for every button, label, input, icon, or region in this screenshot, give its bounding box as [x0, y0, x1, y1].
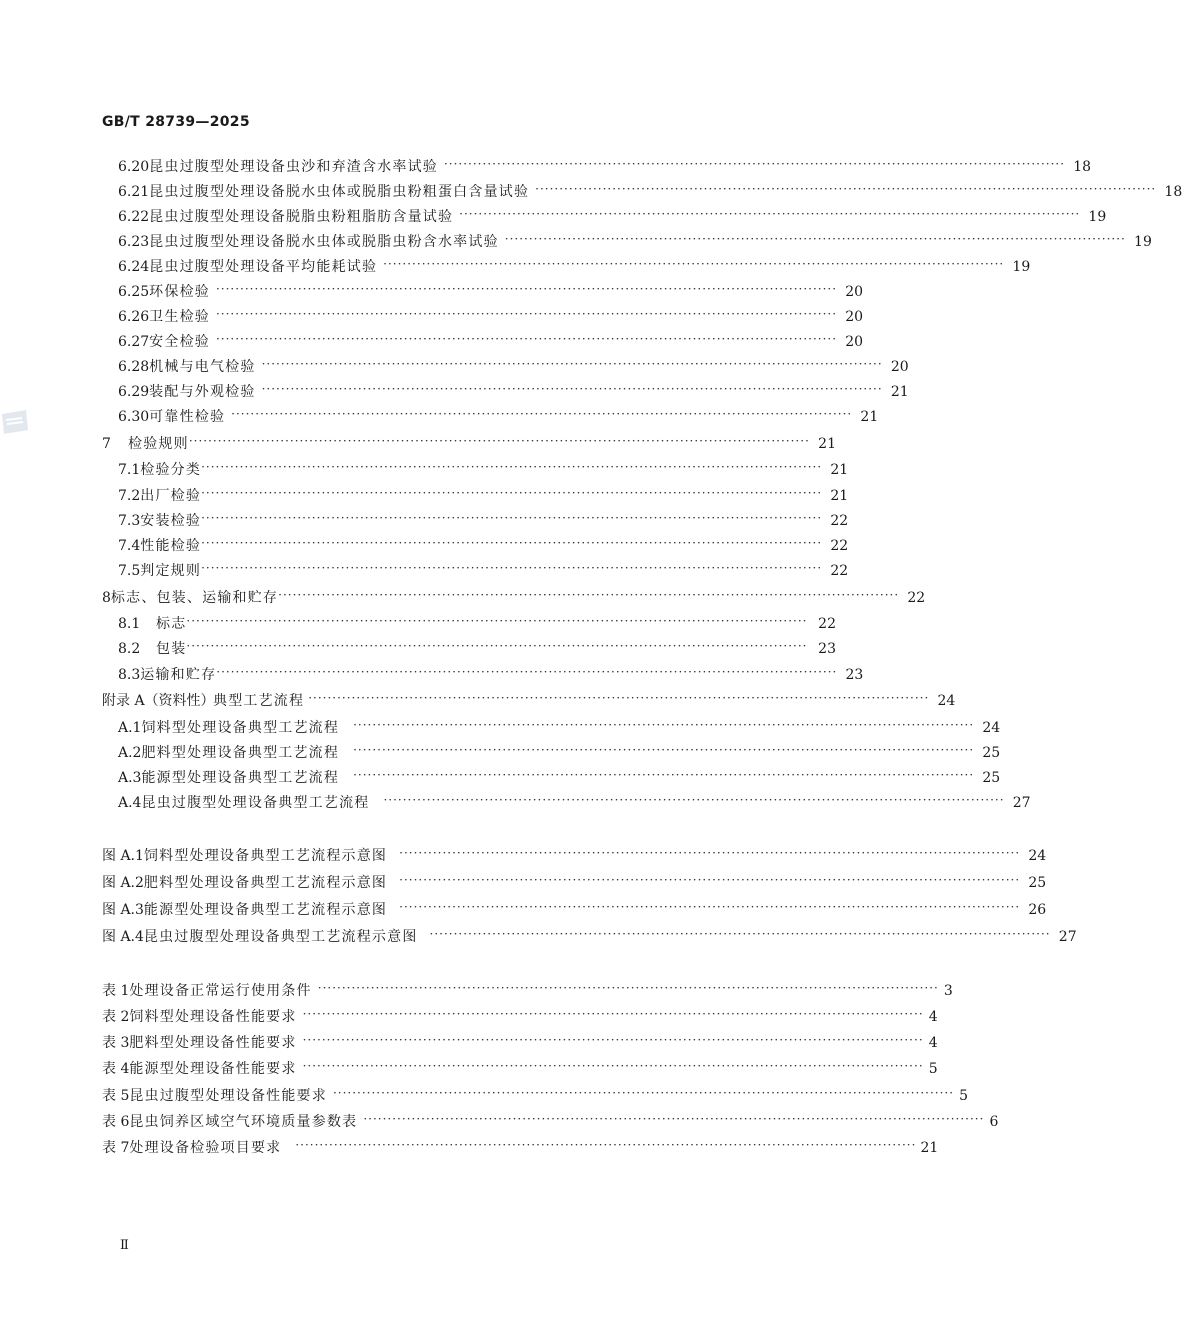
toc-entry[interactable] [118, 535, 849, 555]
toc-entry[interactable] [118, 560, 849, 580]
toc-figure-entry[interactable] [102, 845, 1047, 865]
toc-entry-page: 21 [830, 462, 849, 478]
toc-entry-title: 昆虫过腹型处理设备脱水虫体或脱脂虫粉含水率试验 [149, 234, 499, 250]
toc-entry-page: 21 [818, 436, 836, 452]
toc-entry-number: A.2 [118, 745, 142, 761]
toc-entry-number: 6.27 [118, 334, 150, 350]
toc-entry-page: 22 [830, 538, 849, 554]
toc-leader-dots: ································································································································· [504, 232, 1126, 246]
toc-entry[interactable] [118, 717, 1001, 737]
toc-leader-dots: ································································································································· [302, 1033, 924, 1047]
toc-entry-title: 标志 [156, 616, 187, 632]
toc-entry-number: 7.2 [118, 488, 141, 504]
toc-entry-title: 昆虫过腹型处理设备脱水虫体或脱脂虫粉粗蛋白含量试验 [149, 184, 530, 200]
sac-watermark-icon [0, 408, 30, 436]
toc-entry[interactable] [118, 156, 1092, 176]
toc-entry[interactable] [118, 256, 1031, 276]
toc-leader-dots: ································································································································· [353, 768, 975, 782]
toc-entry-page: 4 [928, 1035, 938, 1051]
toc-leader-dots: ································································································································· [353, 718, 975, 732]
toc-entry-number: 表 2 [102, 1009, 130, 1025]
toc-entry-page: 24 [1028, 848, 1047, 864]
toc-entry-number: 8.2 [118, 641, 141, 657]
page-number: Ⅱ [120, 1238, 129, 1253]
toc-entry-number: 附录 A（资料性） [102, 693, 215, 709]
toc-figure-entry[interactable] [102, 926, 1077, 946]
toc-entry[interactable] [118, 613, 836, 633]
toc-entry-title: 能源型处理设备典型工艺流程 [141, 770, 340, 786]
toc-entry-number: 7.4 [118, 538, 141, 554]
toc-entry-number: 6.24 [118, 259, 150, 275]
toc-entry[interactable] [118, 664, 864, 684]
toc-entry-title: 处理设备检验项目要求 [129, 1140, 282, 1156]
toc-entry-title: 肥料型处理设备性能要求 [129, 1035, 297, 1051]
toc-leader-dots: ································································································································· [317, 981, 939, 995]
toc-entry-title: 出厂检验 [140, 488, 202, 504]
toc-entry-title: 能源型处理设备性能要求 [129, 1061, 297, 1077]
toc-entry-page: 20 [845, 334, 864, 350]
toc-leader-dots: ································································································································· [399, 873, 1021, 887]
toc-entry[interactable] [118, 638, 836, 658]
toc-entry-title: 标志、包装、运输和贮存 [110, 590, 279, 606]
toc-entry-page: 21 [830, 488, 849, 504]
toc-entry[interactable] [118, 792, 1031, 812]
toc-entry[interactable] [118, 181, 1182, 201]
toc-entry-page: 22 [818, 616, 836, 632]
toc-entry-number: 表 7 [102, 1140, 130, 1156]
toc-table-entry[interactable] [102, 980, 953, 1000]
toc-leader-dots: ································································································································· [295, 1138, 917, 1152]
toc-leader-dots: ································································································································· [215, 307, 838, 321]
toc-entry[interactable] [118, 331, 864, 351]
toc-entry-title: 肥料型处理设备典型工艺流程示意图 [143, 875, 388, 891]
toc-entry-number: 6.22 [118, 209, 150, 225]
toc-entry-page: 19 [1134, 234, 1152, 250]
toc-entry-page: 22 [907, 590, 926, 606]
toc-entry-title: 昆虫过腹型处理设备虫沙和弃渣含水率试验 [149, 159, 438, 175]
toc-entry-title: 昆虫饲养区域空气环境质量参数表 [129, 1114, 358, 1130]
toc-entry[interactable] [118, 381, 909, 401]
toc-entry-page: 25 [1028, 875, 1047, 891]
toc-entry-page: 21 [920, 1140, 939, 1156]
toc-entry[interactable] [118, 510, 849, 530]
toc-entry-page: 25 [982, 745, 1001, 761]
toc-entry-number: 7.5 [118, 563, 141, 579]
toc-entry-number: 表 1 [102, 983, 130, 999]
toc-table-entry[interactable] [102, 1032, 938, 1052]
toc-entry[interactable] [102, 690, 956, 710]
toc-entry[interactable] [118, 356, 909, 376]
toc-entry-page: 21 [890, 384, 909, 400]
toc-leader-dots: ································································································································· [308, 691, 930, 705]
toc-entry-number: 8.1 [118, 616, 141, 632]
toc-entry-page: 5 [928, 1061, 938, 1077]
toc-leader-dots: ································································································································· [201, 486, 823, 500]
toc-entry-page: 22 [830, 513, 849, 529]
toc-leader-dots: ································································································································· [443, 157, 1066, 171]
toc-leader-dots: ································································································································· [261, 357, 883, 371]
toc-leader-dots: ································································································································· [383, 793, 1005, 807]
toc-entry-title: 检验分类 [140, 462, 202, 478]
toc-leader-dots: ································································································································· [201, 536, 823, 550]
toc-entry-number: 图 A.1 [102, 848, 144, 864]
toc-entry-number: A.3 [118, 770, 142, 786]
toc-entry-page: 3 [943, 983, 953, 999]
toc-entry-title: 能源型处理设备典型工艺流程示意图 [143, 902, 388, 918]
toc-entry-number: 7.3 [118, 513, 141, 529]
toc-entry-title: 昆虫过腹型处理设备脱脂虫粉粗脂肪含量试验 [149, 209, 454, 225]
toc-entry-title: 判定规则 [140, 563, 202, 579]
toc-leader-dots: ································································································································· [201, 460, 823, 474]
toc-entry-page: 18 [1164, 184, 1182, 200]
toc-entry-page: 20 [845, 284, 864, 300]
toc-entry-number: 6.23 [118, 234, 150, 250]
toc-entry[interactable] [118, 231, 1152, 251]
toc-entry[interactable] [118, 281, 864, 301]
toc-entry-title: 装配与外观检验 [149, 384, 256, 400]
toc-leader-dots: ································································································································· [188, 434, 810, 448]
toc-entry-title: 环保检验 [149, 284, 210, 300]
toc-leader-dots: ································································································································· [399, 900, 1021, 914]
toc-entry[interactable] [102, 587, 926, 607]
toc-entry-page: 23 [818, 641, 836, 657]
toc-entry[interactable] [118, 459, 849, 479]
toc-entry-title: 处理设备正常运行使用条件 [129, 983, 312, 999]
toc-entry-number: 6.30 [118, 409, 150, 425]
toc-entry-page: 25 [982, 770, 1001, 786]
toc-leader-dots: ································································································································· [399, 846, 1021, 860]
toc-entry-number: 表 4 [102, 1061, 130, 1077]
toc-figure-entry[interactable] [102, 899, 1047, 919]
toc-entry-title: 机械与电气检验 [149, 359, 256, 375]
toc-entry-page: 24 [982, 720, 1001, 736]
toc-leader-dots: ································································································································· [535, 182, 1157, 196]
toc-entry-page: 22 [830, 563, 849, 579]
toc-table-entry[interactable] [102, 1058, 938, 1078]
toc-entry-page: 4 [928, 1009, 938, 1025]
toc-table-entry[interactable] [102, 1006, 938, 1026]
toc-entry-page: 27 [1058, 929, 1077, 945]
toc-entry-title: 饲料型处理设备典型工艺流程 [141, 720, 340, 736]
toc-leader-dots: ································································································································· [186, 614, 808, 628]
toc-leader-dots: ································································································································· [186, 639, 808, 653]
toc-leader-dots: ································································································································· [261, 382, 883, 396]
toc-entry-page: 26 [1028, 902, 1047, 918]
toc-entry-title: 卫生检验 [149, 309, 210, 325]
toc-leader-dots: ································································································································· [215, 332, 838, 346]
toc-leader-dots: ································································································································· [383, 257, 1005, 271]
toc-entry[interactable] [118, 306, 864, 326]
toc-entry-page: 18 [1073, 159, 1092, 175]
toc-entry-page: 23 [845, 667, 864, 683]
toc-entry[interactable] [102, 433, 836, 453]
toc-entry-page: 27 [1012, 795, 1031, 811]
toc-entry-title: 安装检验 [140, 513, 202, 529]
toc-entry-number: 6.28 [118, 359, 150, 375]
toc-table-entry[interactable] [102, 1137, 939, 1157]
toc-entry-title: 昆虫过腹型处理设备典型工艺流程 [141, 795, 370, 811]
toc-entry-page: 20 [890, 359, 909, 375]
toc-entry[interactable] [118, 767, 1001, 787]
toc-leader-dots: ································································································································· [215, 282, 838, 296]
toc-entry-number: 图 A.3 [102, 902, 144, 918]
toc-entry-number: 8 [102, 590, 111, 606]
toc-entry-number: 8.3 [118, 667, 141, 683]
toc-entry-number: 图 A.2 [102, 875, 144, 891]
toc-entry-number: A.1 [118, 720, 142, 736]
toc-entry-title: 典型工艺流程 [213, 693, 305, 709]
toc-leader-dots: ································································································································· [201, 561, 823, 575]
toc-entry-page: 21 [860, 409, 879, 425]
toc-entry-title: 肥料型处理设备典型工艺流程 [141, 745, 340, 761]
standard-code: GB/T 28739—2025 [102, 114, 250, 130]
toc-figure-entry[interactable] [102, 872, 1047, 892]
toc-entry-number: 表 6 [102, 1114, 130, 1130]
toc-entry-number: 6.20 [118, 159, 150, 175]
toc-entry-title: 昆虫过腹型处理设备典型工艺流程示意图 [143, 929, 418, 945]
toc-entry-number: A.4 [118, 795, 142, 811]
toc-leader-dots: ································································································································· [353, 743, 975, 757]
toc-leader-dots: ································································································································· [201, 511, 823, 525]
toc-entry-title: 运输和贮存 [140, 667, 217, 683]
toc-leader-dots: ································································································································· [231, 407, 853, 421]
toc-entry-number: 6.21 [118, 184, 150, 200]
toc-table-entry[interactable] [102, 1085, 969, 1105]
toc-entry-title: 安全检验 [149, 334, 210, 350]
toc-entry[interactable] [118, 742, 1001, 762]
toc-entry-page: 5 [959, 1088, 969, 1104]
toc-leader-dots: ································································································································· [363, 1112, 985, 1126]
toc-entry-title: 可靠性检验 [149, 409, 226, 425]
toc-entry-page: 6 [989, 1114, 999, 1130]
toc-entry-title: 性能检验 [140, 538, 202, 554]
toc-entry-page: 24 [937, 693, 956, 709]
toc-table-entry[interactable] [102, 1111, 999, 1131]
toc-leader-dots: ································································································································· [429, 927, 1051, 941]
toc-entry-number: 表 5 [102, 1088, 130, 1104]
toc-entry-number: 图 A.4 [102, 929, 144, 945]
toc-entry-page: 20 [845, 309, 864, 325]
toc-leader-dots: ································································································································· [302, 1059, 924, 1073]
toc-entry[interactable] [118, 406, 879, 426]
toc-leader-dots: ································································································································· [459, 207, 1081, 221]
toc-leader-dots: ································································································································· [216, 665, 838, 679]
toc-entry-number: 6.26 [118, 309, 150, 325]
toc-leader-dots: ································································································································· [302, 1007, 924, 1021]
toc-leader-dots: ································································································································· [278, 588, 900, 602]
toc-entry-page: 19 [1088, 209, 1107, 225]
toc-entry-title: 包装 [156, 641, 187, 657]
toc-entry-number: 表 3 [102, 1035, 130, 1051]
toc-entry[interactable] [118, 206, 1107, 226]
toc-entry-number: 6.29 [118, 384, 150, 400]
toc-leader-dots: ································································································································· [332, 1086, 955, 1100]
toc-entry[interactable] [118, 485, 849, 505]
toc-entry-page: 19 [1012, 259, 1031, 275]
toc-entry-title: 饲料型处理设备典型工艺流程示意图 [143, 848, 388, 864]
toc-entry-title: 昆虫过腹型处理设备平均能耗试验 [149, 259, 378, 275]
toc-entry-title: 昆虫过腹型处理设备性能要求 [129, 1088, 327, 1104]
toc-entry-number: 6.25 [118, 284, 150, 300]
toc-entry-number: 7.1 [118, 462, 141, 478]
toc-entry-title: 检验规则 [128, 436, 189, 452]
toc-entry-title: 饲料型处理设备性能要求 [129, 1009, 297, 1025]
toc-entry-number: 7 [102, 436, 111, 452]
